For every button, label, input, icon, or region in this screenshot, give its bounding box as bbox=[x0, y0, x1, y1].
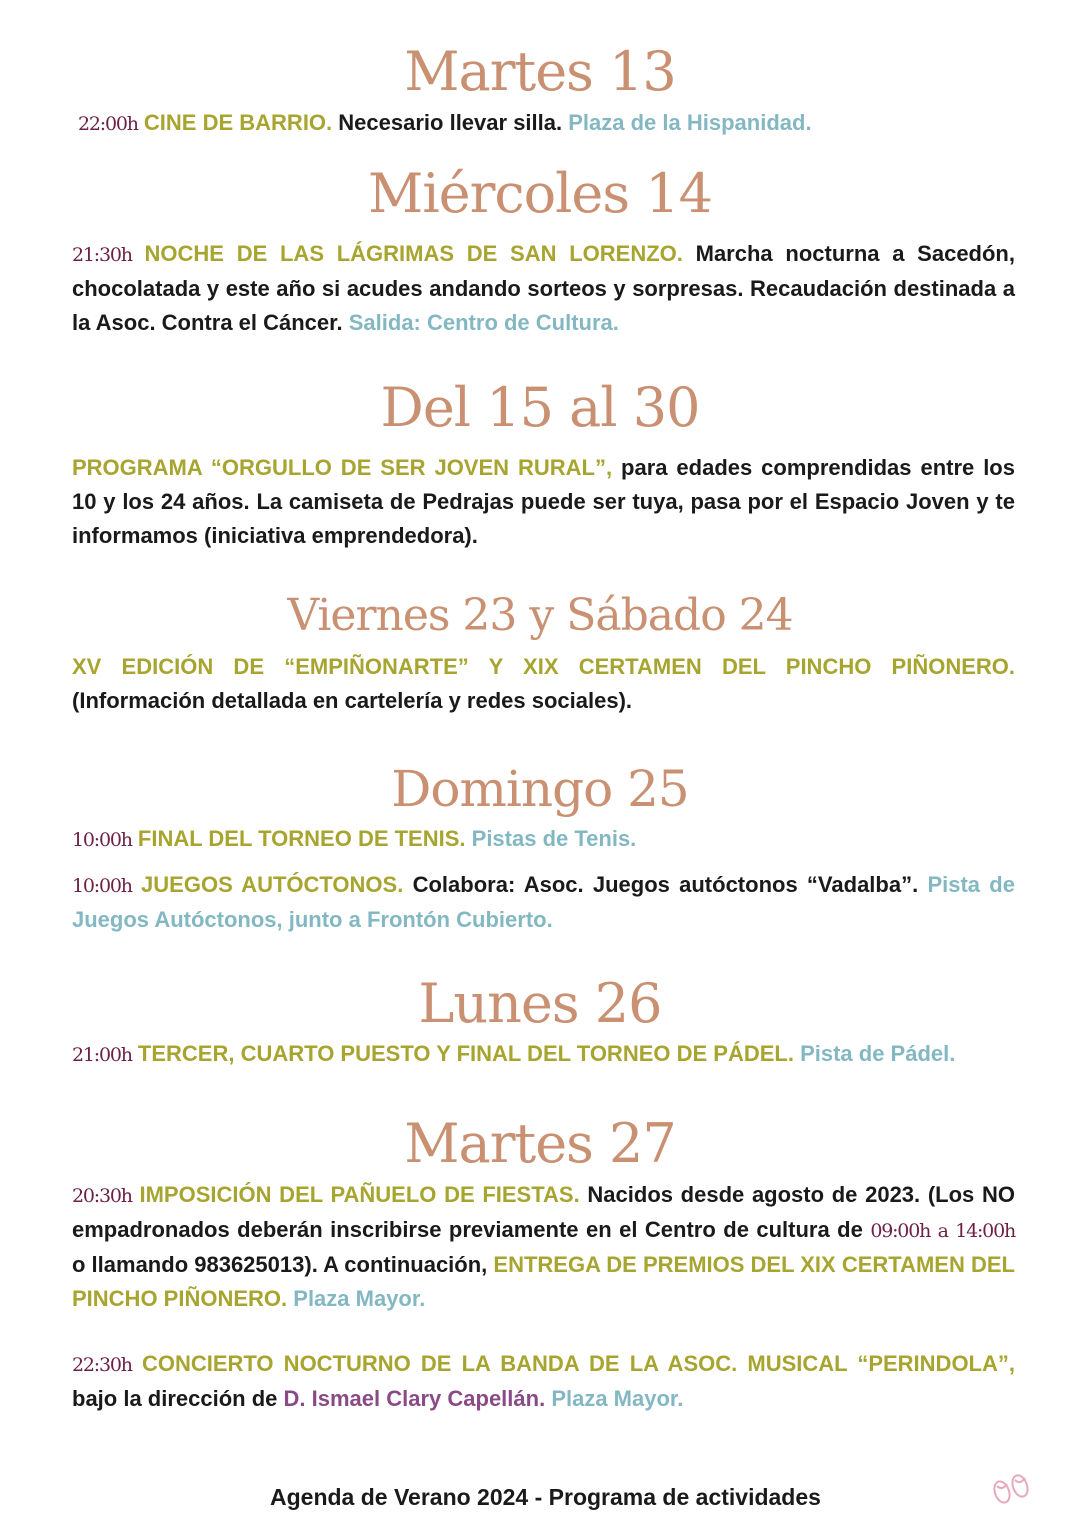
event-entry bbox=[72, 237, 1015, 340]
day-heading: Lunes 26 bbox=[418, 972, 662, 1035]
event-entry bbox=[72, 1037, 1015, 1072]
day-heading: Martes 13 bbox=[404, 40, 676, 103]
event-entry bbox=[72, 650, 1015, 718]
event-entry bbox=[78, 106, 1021, 141]
event-time-to: 14:00h bbox=[955, 1220, 1015, 1242]
event-title: NOCHE DE LAS LÁGRIMAS DE SAN LORENZO. bbox=[144, 241, 683, 266]
event-entry bbox=[72, 868, 1015, 937]
event-place: Pista de Pádel. bbox=[800, 1041, 956, 1066]
event-title: FINAL DEL TORNEO DE TENIS. bbox=[137, 826, 466, 851]
event-place: Plaza Mayor. bbox=[551, 1386, 684, 1411]
event-title: JUEGOS AUTÓCTONOS. bbox=[141, 872, 404, 897]
event-text: Necesario llevar silla. bbox=[338, 110, 563, 135]
event-text: bajo la dirección de bbox=[72, 1386, 278, 1411]
event-text: (Información detallada en cartelería y redes sociales). bbox=[72, 688, 633, 713]
day-heading: Del 15 al 30 bbox=[380, 376, 700, 439]
event-time: 10:00h bbox=[72, 829, 132, 851]
event-entry bbox=[72, 1347, 1015, 1416]
day-heading: Viernes 23 y Sábado 24 bbox=[287, 590, 793, 641]
event-title-secondary: ENTREGA DE PREMIOS DEL XIX CERTAMEN DEL PINCHO PIÑONERO. bbox=[72, 1252, 1015, 1311]
event-time-from: 09:00h bbox=[870, 1220, 931, 1242]
event-entry bbox=[72, 1178, 1015, 1316]
day-heading: Miércoles 14 bbox=[368, 162, 712, 225]
event-title: IMPOSICIÓN DEL PAÑUELO DE FIESTAS. bbox=[139, 1182, 580, 1207]
event-time: 10:00h bbox=[72, 875, 132, 897]
event-entry bbox=[72, 451, 1015, 553]
event-time: 22:00h bbox=[78, 113, 138, 135]
event-text: Nacidos desde agosto de 2023. (Los NO empadronados deberán inscribirse previamente en el Centro de cultura de bbox=[72, 1182, 1015, 1242]
event-place: Pistas de Tenis. bbox=[471, 826, 637, 851]
event-title: TERCER, CUARTO PUESTO Y FINAL DEL TORNEO DE PÁDEL. bbox=[137, 1041, 794, 1066]
event-time: 21:00h bbox=[72, 1044, 132, 1066]
event-entry bbox=[72, 822, 1015, 857]
sandals-icon bbox=[986, 1472, 1038, 1506]
event-person: D. Ismael Clary Capellán. bbox=[283, 1386, 546, 1411]
event-title: PROGRAMA “ORGULLO DE SER JOVEN RURAL”, bbox=[72, 455, 613, 480]
event-time: 22:30h bbox=[72, 1354, 132, 1376]
event-place: Pista de Juegos Autóctonos, junto a Frontón Cubierto. bbox=[72, 872, 1015, 932]
event-time-connector: a bbox=[937, 1220, 948, 1242]
event-place: Plaza de la Hispanidad. bbox=[568, 110, 812, 135]
event-text: Colabora: Asoc. Juegos autóctonos “Vadalba”. bbox=[412, 872, 919, 897]
event-title: XV EDICIÓN DE “EMPIÑONARTE” Y XIX CERTAMEN DEL PINCHO PIÑONERO. bbox=[72, 654, 1015, 679]
footer-title: Agenda de Verano 2024 - Programa de actividades bbox=[270, 1484, 821, 1510]
event-title: CINE DE BARRIO. bbox=[143, 110, 333, 135]
day-heading: Martes 27 bbox=[404, 1112, 676, 1175]
event-time: 21:30h bbox=[72, 244, 132, 266]
event-place: Salida: Centro de Cultura. bbox=[348, 310, 619, 335]
event-place: Plaza Mayor. bbox=[293, 1286, 426, 1311]
day-heading: Domingo 25 bbox=[391, 760, 689, 818]
event-text: o llamando 983625013). A continuación, bbox=[72, 1252, 488, 1277]
event-title: CONCIERTO NOCTURNO DE LA BANDA DE LA ASOC. MUSICAL “PERINDOLA”, bbox=[141, 1351, 1015, 1376]
event-text: Marcha nocturna a Sacedón, chocolatada y este año si acudes andando sorteos y sorpresas. Recaudación destinada a la Asoc. Contra el Cáncer. bbox=[72, 241, 1015, 335]
event-text: para edades comprendidas entre los 10 y los 24 años. La camiseta de Pedrajas puede ser tuya, pasa por el Espacio Joven y te informamos (iniciativa emprendedora). bbox=[72, 455, 1015, 548]
event-time: 20:30h bbox=[72, 1185, 132, 1207]
